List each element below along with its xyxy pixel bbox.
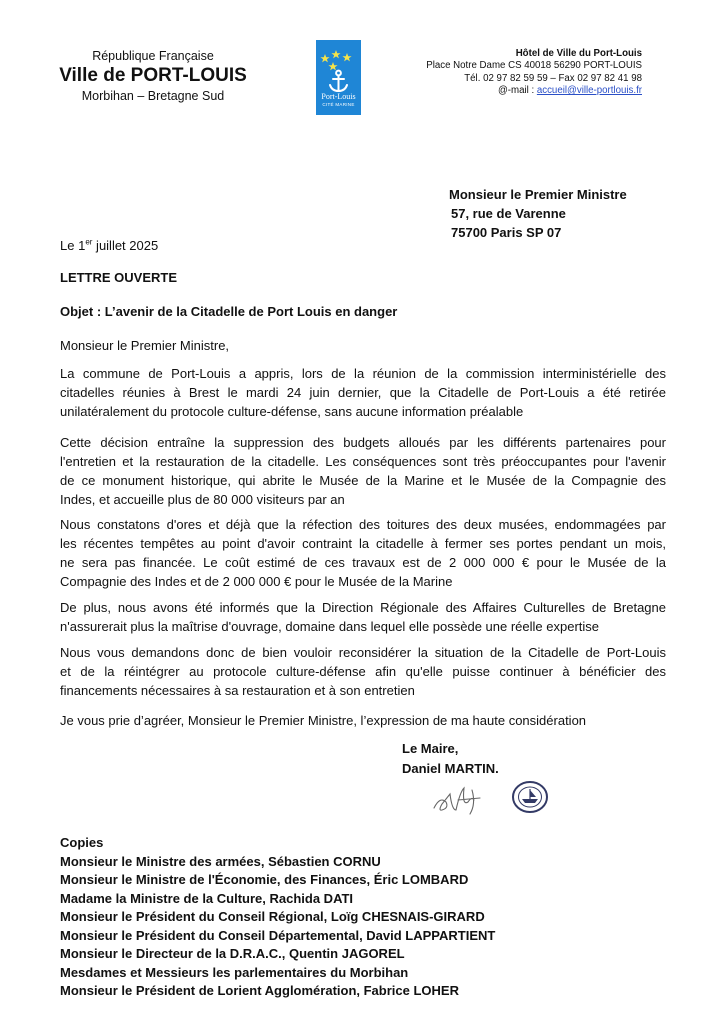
town-name: Ville de PORT-LOUIS xyxy=(59,65,247,86)
handwritten-signature xyxy=(428,780,498,820)
paragraph-line: Nous vous demandons donc de bien vouloir reconsidérer la situation de la Citadelle de Port-Louis xyxy=(60,645,666,660)
copies-item: Monsieur le Ministre des armées, Sébastien CORNU xyxy=(60,853,381,869)
recipient-street: 57, rue de Varenne xyxy=(451,206,566,221)
letterhead-left xyxy=(48,48,258,105)
letter-heading: LETTRE OUVERTE xyxy=(60,270,178,285)
logo-text: Port-Louis xyxy=(321,92,356,101)
city-hall-email-line xyxy=(412,85,642,97)
town-logo xyxy=(316,40,361,115)
paragraph-line: Nous constatons d'ores et déjà que la réfection des toitures des deux musées, endommagées par xyxy=(60,517,666,532)
city-hall-title: Hôtel de Ville du Port-Louis xyxy=(515,48,642,59)
paragraph-5 xyxy=(60,643,666,700)
city-hall-phone: Tél. 02 97 82 59 59 – Fax 02 97 82 41 98 xyxy=(464,72,642,84)
paragraph-line: l'entretien et la restauration de la citadelle. Les conséquences sont très préoccupantes pour l'avenir xyxy=(60,454,666,469)
recipient-city: 75700 Paris SP 07 xyxy=(451,225,562,240)
email-link[interactable]: accueil@ville-portlouis.fr xyxy=(536,85,642,97)
paragraph-1 xyxy=(60,364,666,421)
paragraph-line: les récentes tempêtes au point d'avoir contraint la citadelle à fermer ses portes pendant un mois, xyxy=(60,536,666,551)
paragraph-line: financements nécessaires à sa restauration et à son entretien xyxy=(60,683,415,698)
paragraph-line: n'assurerait plus la maîtrise d'ouvrage, domaine dans lequel elle possède une réelle expertise xyxy=(60,619,600,634)
paragraph-line: Indes, et accueille plus de 80 000 visiteurs par an xyxy=(60,492,345,507)
copies-item: Mesdames et Messieurs les parlementaires du Morbihan xyxy=(60,964,409,980)
republic-label: République Française xyxy=(92,49,214,63)
paragraph-line: de ce monument historique, qui abrite le Musée de la Marine et le Musée de la Compagnie des xyxy=(60,473,666,488)
copies-item: Monsieur le Président du Conseil Régional, Loïg CHESNAIS-GIRARD xyxy=(60,909,485,924)
paragraph-line: et de la réintégrer au protocole culture-défense afin qu'elle puisse continuer à bénéficier des xyxy=(60,664,666,679)
letter-date: Le 1er juillet 2025 xyxy=(60,237,159,253)
paragraph-line: ne sera pas financée. Le coût estimé de ces travaux est de 2 000 000 € pour le Musée de la xyxy=(60,555,666,570)
paragraph-line: citadelles réunies à Brest le mardi 24 juin dernier, que la Citadelle de Port-Louis a été retirée xyxy=(60,385,666,400)
recipient-block xyxy=(449,185,627,242)
copies-item: Madame la Ministre de la Culture, Rachida DATI xyxy=(60,890,354,906)
closing-formula: Je vous prie d’agréer, Monsieur le Premier Ministre, l’expression de ma haute considération xyxy=(60,713,587,728)
recipient-name: Monsieur le Premier Ministre xyxy=(449,187,627,202)
paragraph-3 xyxy=(60,515,666,591)
paragraph-line: Cette décision entraîne la suppression des budgets alloués par les différents partenaires pour xyxy=(60,435,666,450)
copies-item: Monsieur le Directeur de la D.R.A.C., Quentin JAGOREL xyxy=(60,946,405,961)
email-label: @-mail : xyxy=(497,85,537,97)
copies-heading: Copies xyxy=(60,835,104,850)
region-label: Morbihan – Bretagne Sud xyxy=(81,89,225,103)
paragraph-line: unilatéralement du protocole culture-défense, sans aucune information préalable xyxy=(60,404,524,419)
city-hall-address: Place Notre Dame CS 40018 56290 PORT-LOUIS xyxy=(426,60,642,72)
salutation: Monsieur le Premier Ministre, xyxy=(60,338,230,353)
logo-subtext: CITÉ MARINE xyxy=(322,102,355,107)
signer-title: Le Maire, xyxy=(402,741,459,756)
letterhead-right xyxy=(412,48,642,98)
paragraph-4 xyxy=(60,598,666,636)
copies-item: Monsieur le Président du Conseil Départemental, David LAPPARTIENT xyxy=(60,927,496,943)
letter-subject: Objet : L’avenir de la Citadelle de Port Louis en danger xyxy=(60,304,398,319)
paragraph-2 xyxy=(60,433,666,509)
paragraph-line: De plus, nous avons été informés que la Direction Régionale des Affaires Culturelles de Bretagne xyxy=(60,600,666,615)
signature-block xyxy=(402,739,499,779)
town-seal-stamp xyxy=(510,780,550,814)
paragraph-line: La commune de Port-Louis a appris, lors de la réunion de la commission interministérielle des xyxy=(60,366,666,381)
signer-name: Daniel MARTIN. xyxy=(402,761,499,776)
copies-item: Monsieur le Président de Lorient Agglomération, Fabrice LOHER xyxy=(60,983,459,998)
copies-section xyxy=(60,834,495,1001)
paragraph-line: Compagnie des Indes et de 2 000 000 € pour le Musée de la Marine xyxy=(60,574,453,589)
copies-item: Monsieur le Ministre de l'Économie, des Finances, Éric LOMBARD xyxy=(60,872,469,887)
